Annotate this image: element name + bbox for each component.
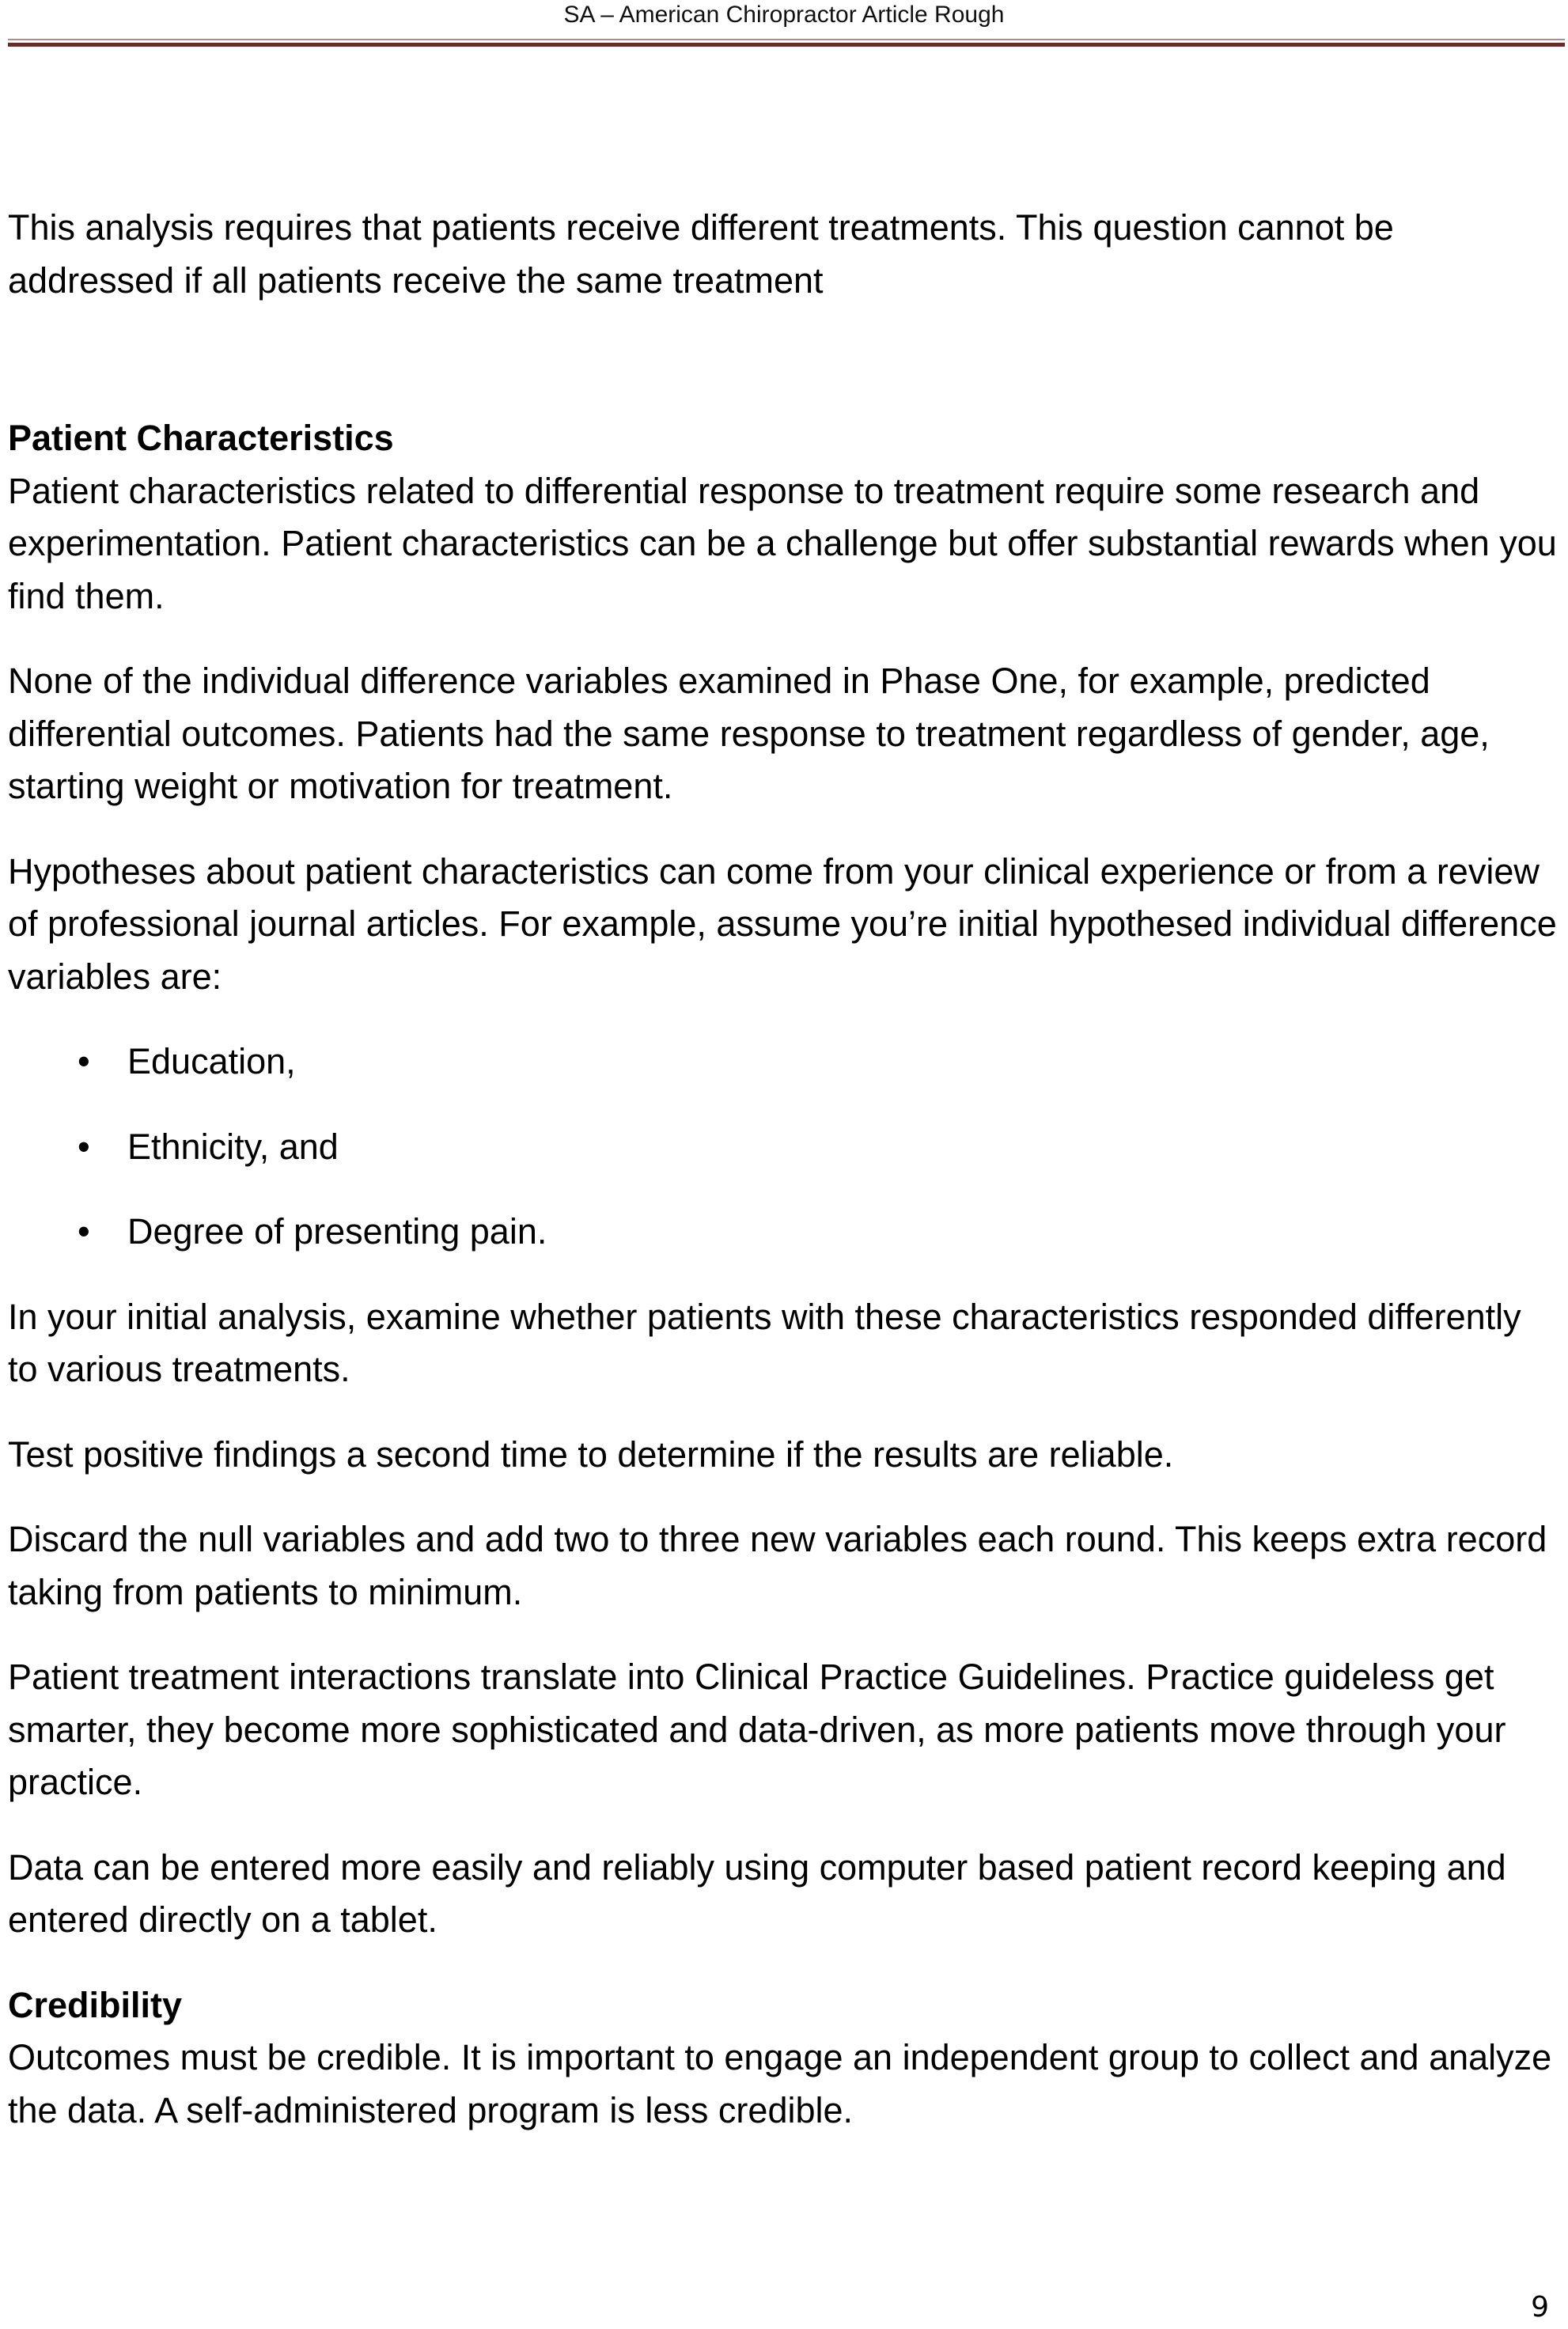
header-rule	[8, 43, 1565, 47]
paragraph: Hypotheses about patient characteristics can come from your clinical experience or from a review of professional journal articles. For example, assume you’re initial hypothesed individual difference variables are:	[8, 850, 1557, 997]
list-item	[8, 1121, 1559, 1174]
document-body	[8, 202, 1559, 2169]
paragraph: In your initial analysis, examine whether patients with these characteristics responded differently to various treatments.	[8, 1296, 1521, 1389]
section-heading-credibility: Credibility	[8, 1984, 183, 2025]
list-item-text: Degree of presenting pain.	[127, 1211, 547, 1252]
header-title: SA – American Chiropractor Article Rough	[563, 2, 1005, 28]
page-header	[0, 0, 1568, 30]
section-heading-patient-characteristics: Patient Characteristics	[8, 418, 394, 458]
list-item	[8, 1206, 1559, 1259]
header-rule-thin	[8, 39, 1565, 40]
intro-paragraph: This analysis requires that patients receive different treatments. This question cannot be addressed if all patients receive the same treatment	[8, 207, 1394, 301]
paragraph: Patient characteristics related to differential response to treatment require some research and experimentation. Patient characteristics can be a challenge but offer substantial rewards when you find them.	[8, 470, 1557, 616]
page-number: 9	[1531, 2291, 1549, 2323]
paragraph: None of the individual difference variables examined in Phase One, for example, predicted differential outcomes. Patients had the same response to treatment regardless of gender, age, starting weight or motivation for treatment.	[8, 661, 1490, 806]
bullet-list	[8, 1036, 1559, 1259]
paragraph: Test positive findings a second time to determine if the results are reliable.	[8, 1433, 1174, 1475]
bullet-icon: •	[78, 1211, 90, 1252]
paragraph: Data can be entered more easily and reliably using computer based patient record keeping and entered directly on a tablet.	[8, 1846, 1506, 1940]
paragraph: Discard the null variables and add two to three new variables each round. This keeps extra record taking from patients to minimum.	[8, 1519, 1547, 1612]
list-item-text: Ethnicity, and	[127, 1126, 339, 1167]
bullet-icon: •	[78, 1041, 90, 1081]
paragraph: Patient treatment interactions translate into Clinical Practice Guidelines. Practice guideless get smarter, they become more sophisticated and data-driven, as more patients move through your practice.	[8, 1657, 1506, 1802]
list-item-text: Education,	[127, 1041, 296, 1081]
paragraph: Outcomes must be credible. It is important to engage an independent group to collect and analyze the data. A self-administered program is less credible.	[8, 2037, 1552, 2130]
bullet-icon: •	[78, 1126, 90, 1167]
list-item	[8, 1036, 1559, 1089]
